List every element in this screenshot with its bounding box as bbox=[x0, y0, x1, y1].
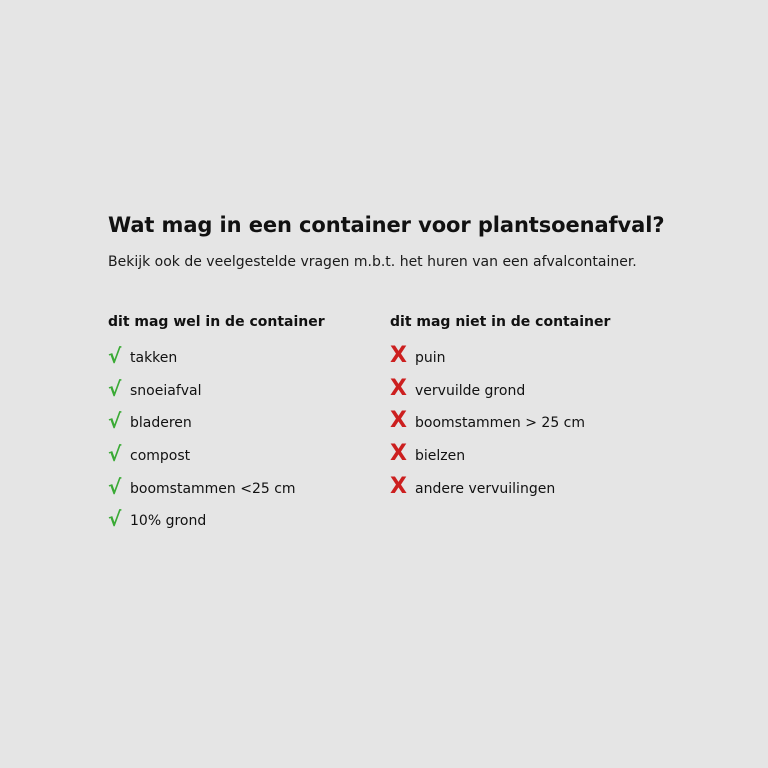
list-item bbox=[390, 407, 690, 440]
lists-columns bbox=[108, 312, 708, 552]
cross-icon: X bbox=[390, 343, 407, 369]
page-title: Wat mag in een container voor plantsoenafval? bbox=[108, 213, 665, 237]
checkmark-icon: √ bbox=[108, 344, 122, 369]
allowed-column bbox=[108, 312, 378, 538]
list-item bbox=[108, 375, 378, 408]
list-item-label: 10% grond bbox=[130, 513, 207, 530]
not-allowed-heading: dit mag niet in de container bbox=[390, 314, 611, 330]
allowed-list bbox=[108, 342, 378, 538]
not-allowed-list bbox=[390, 342, 690, 505]
list-item-label: bielzen bbox=[415, 448, 466, 465]
list-item bbox=[108, 472, 378, 505]
list-item bbox=[108, 342, 378, 375]
list-item bbox=[390, 440, 690, 473]
list-item bbox=[390, 375, 690, 408]
subtitle: Bekijk ook de veelgestelde vragen m.b.t. het huren van een afvalcontainer. bbox=[108, 254, 637, 270]
list-item-label: puin bbox=[415, 350, 446, 367]
list-item bbox=[108, 440, 378, 473]
list-item-label: compost bbox=[130, 448, 191, 465]
list-item bbox=[390, 342, 690, 375]
list-item-label: boomstammen <25 cm bbox=[130, 480, 296, 497]
checkmark-icon: √ bbox=[108, 507, 122, 532]
list-item bbox=[390, 472, 690, 505]
container-info-section bbox=[108, 208, 708, 552]
allowed-heading: dit mag wel in de container bbox=[108, 314, 325, 330]
cross-icon: X bbox=[390, 408, 407, 434]
list-item-label: boomstammen > 25 cm bbox=[415, 415, 586, 432]
list-item-label: andere vervuilingen bbox=[415, 480, 556, 497]
list-item-label: bladeren bbox=[130, 415, 192, 432]
list-item-label: snoeiafval bbox=[130, 382, 202, 399]
not-allowed-column bbox=[390, 312, 690, 505]
list-item bbox=[108, 505, 378, 538]
cross-icon: X bbox=[390, 473, 407, 499]
list-item-label: vervuilde grond bbox=[415, 382, 526, 399]
list-item-label: takken bbox=[130, 350, 178, 367]
list-item bbox=[108, 407, 378, 440]
checkmark-icon: √ bbox=[108, 442, 122, 467]
checkmark-icon: √ bbox=[108, 474, 122, 499]
cross-icon: X bbox=[390, 441, 407, 467]
cross-icon: X bbox=[390, 375, 407, 401]
checkmark-icon: √ bbox=[108, 376, 122, 401]
checkmark-icon: √ bbox=[108, 409, 122, 434]
